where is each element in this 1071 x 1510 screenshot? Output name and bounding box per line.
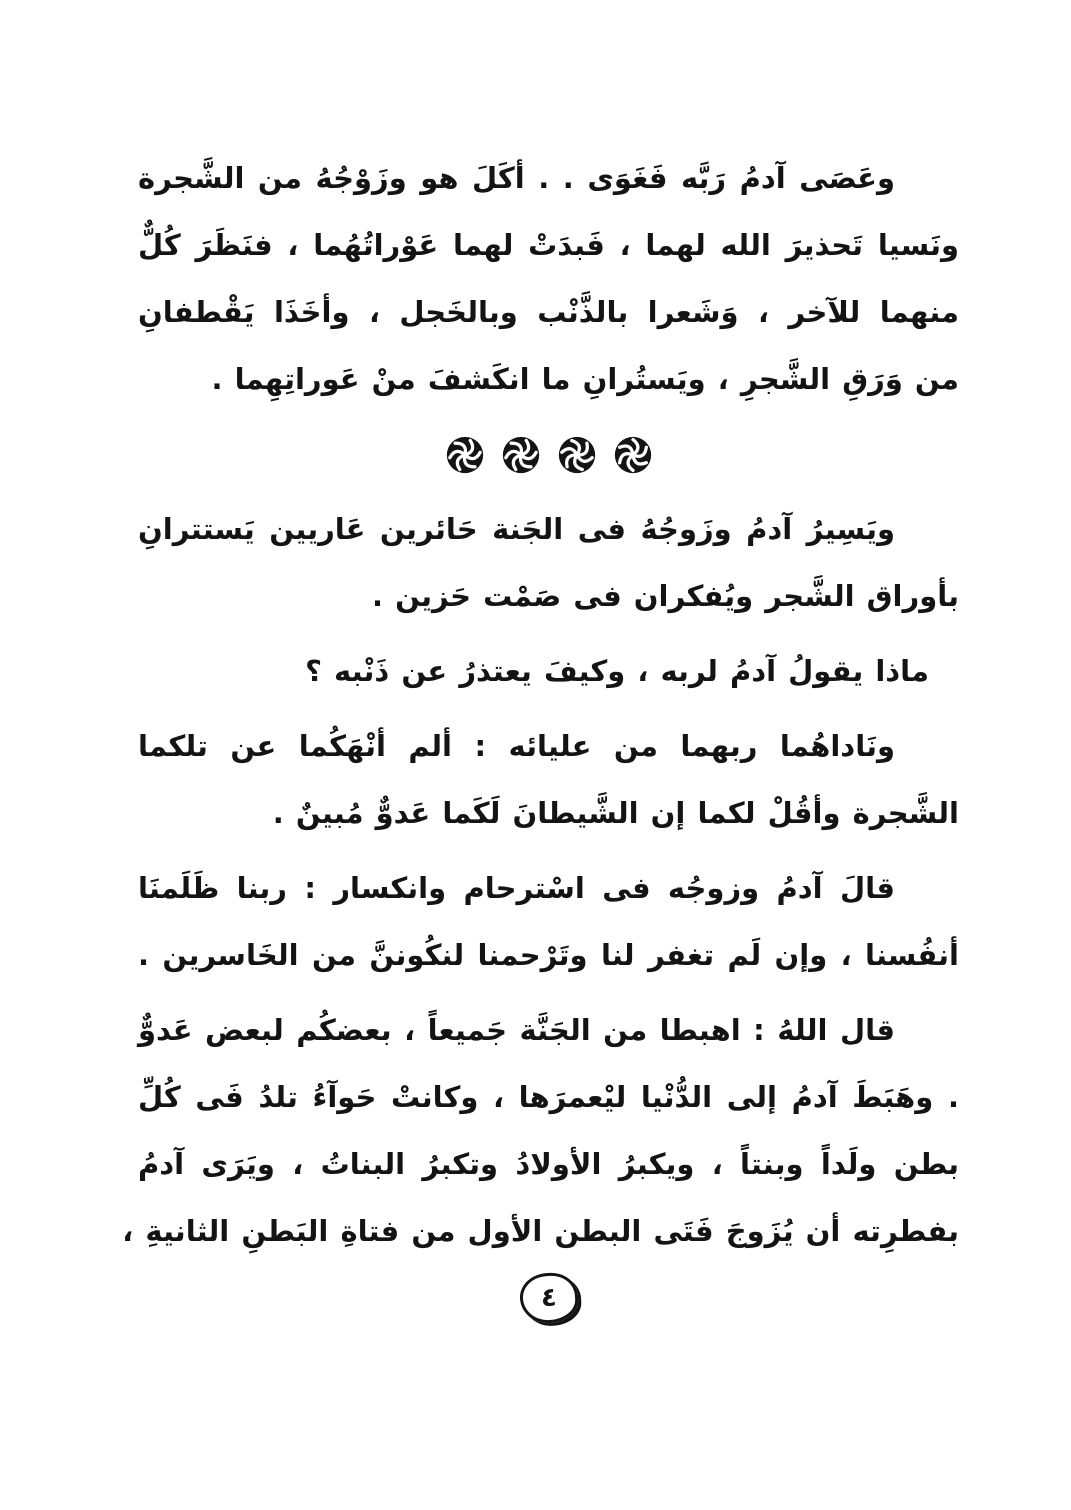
rosette-icon [499, 433, 543, 477]
paragraph [138, 638, 959, 705]
text-line: منهما للآخر ، وَشَعرا بالذَّنْب وبالخَجل ، وأخَذَا يَقْطفانِ [138, 295, 959, 329]
text-line: أنفُسنا ، وإن لَم تغفر لنا وتَرْحمنا لنكُوننَّ من الخَاسرين . [138, 938, 959, 972]
text-line: ماذا يقولُ آدمُ لربه ، وكيفَ يعتذرُ عن ذَنْبه ؟ [305, 654, 929, 688]
paragraph [138, 496, 959, 630]
text-line: الشَّجرة وأقُلْ لكما إن الشَّيطانَ لَكَما عَدوٌّ مُبينٌ . [272, 796, 959, 830]
text-line: . وهَبَطَ آدمُ إلى الدُّنْيا ليْعمرَها ، وكانتْ حَوآءُ تلدُ فَى كُلِّ [138, 1080, 959, 1114]
text-line: قال اللهُ : اهبطا من الجَنَّة جَميعاً ، بعضكُم لبعض عَدوٌّ [138, 1013, 895, 1047]
text-line: وعَصَى آدمُ رَبَّه فَغَوَى . . أكَلَ هو وزَوْجُهُ من الشَّجرة [138, 161, 895, 195]
text-line: بفطرِته أن يُزَوجَ فَتَى البطن الأول من فتاةِ البَطنِ الثانيةِ ، [122, 1214, 959, 1248]
text-line: بأوراق الشَّجر ويُفكران فى صَمْت حَزين . [371, 579, 959, 613]
page-number-badge [518, 1272, 579, 1325]
rosette-icon [611, 433, 655, 477]
text-line: من وَرَقِ الشَّجرِ ، ويَستُرانِ ما انكَشفَ منْ عَوراتِهِما . [211, 362, 959, 396]
page-number-row [138, 1273, 959, 1323]
page-number: ٤ [540, 1283, 557, 1313]
text-line: ويَسِيرُ آدمُ وزَوجُهُ فى الجَنة حَائرين عَاريين يَستترانِ [138, 512, 895, 546]
paragraph [122, 997, 959, 1265]
text-line: بطن ولَداً وبنتاً ، ويكبرُ الأولادُ وتكبرُ البناتُ ، ويَرَى آدمُ [138, 1147, 959, 1181]
paragraph [138, 145, 959, 413]
text-line: قالَ آدمُ وزوجُه فى اسْترحام وانكسار : ربنا ظَلَمنَا [138, 871, 895, 905]
ornament-row [138, 421, 959, 488]
rosette-icon [555, 433, 599, 477]
text-line: ونَسيا تَحذيرَ الله لهما ، فَبدَتْ لهما عَوْراتُهُما ، فنَظَرَ كُلٌّ [138, 228, 959, 262]
text-line: ونَاداهُما ربهما من عليائه : ألم أنْهَكُما عن تلكما [138, 729, 895, 763]
paragraph [138, 855, 959, 989]
paragraph [138, 713, 959, 847]
rosette-icon [443, 433, 487, 477]
